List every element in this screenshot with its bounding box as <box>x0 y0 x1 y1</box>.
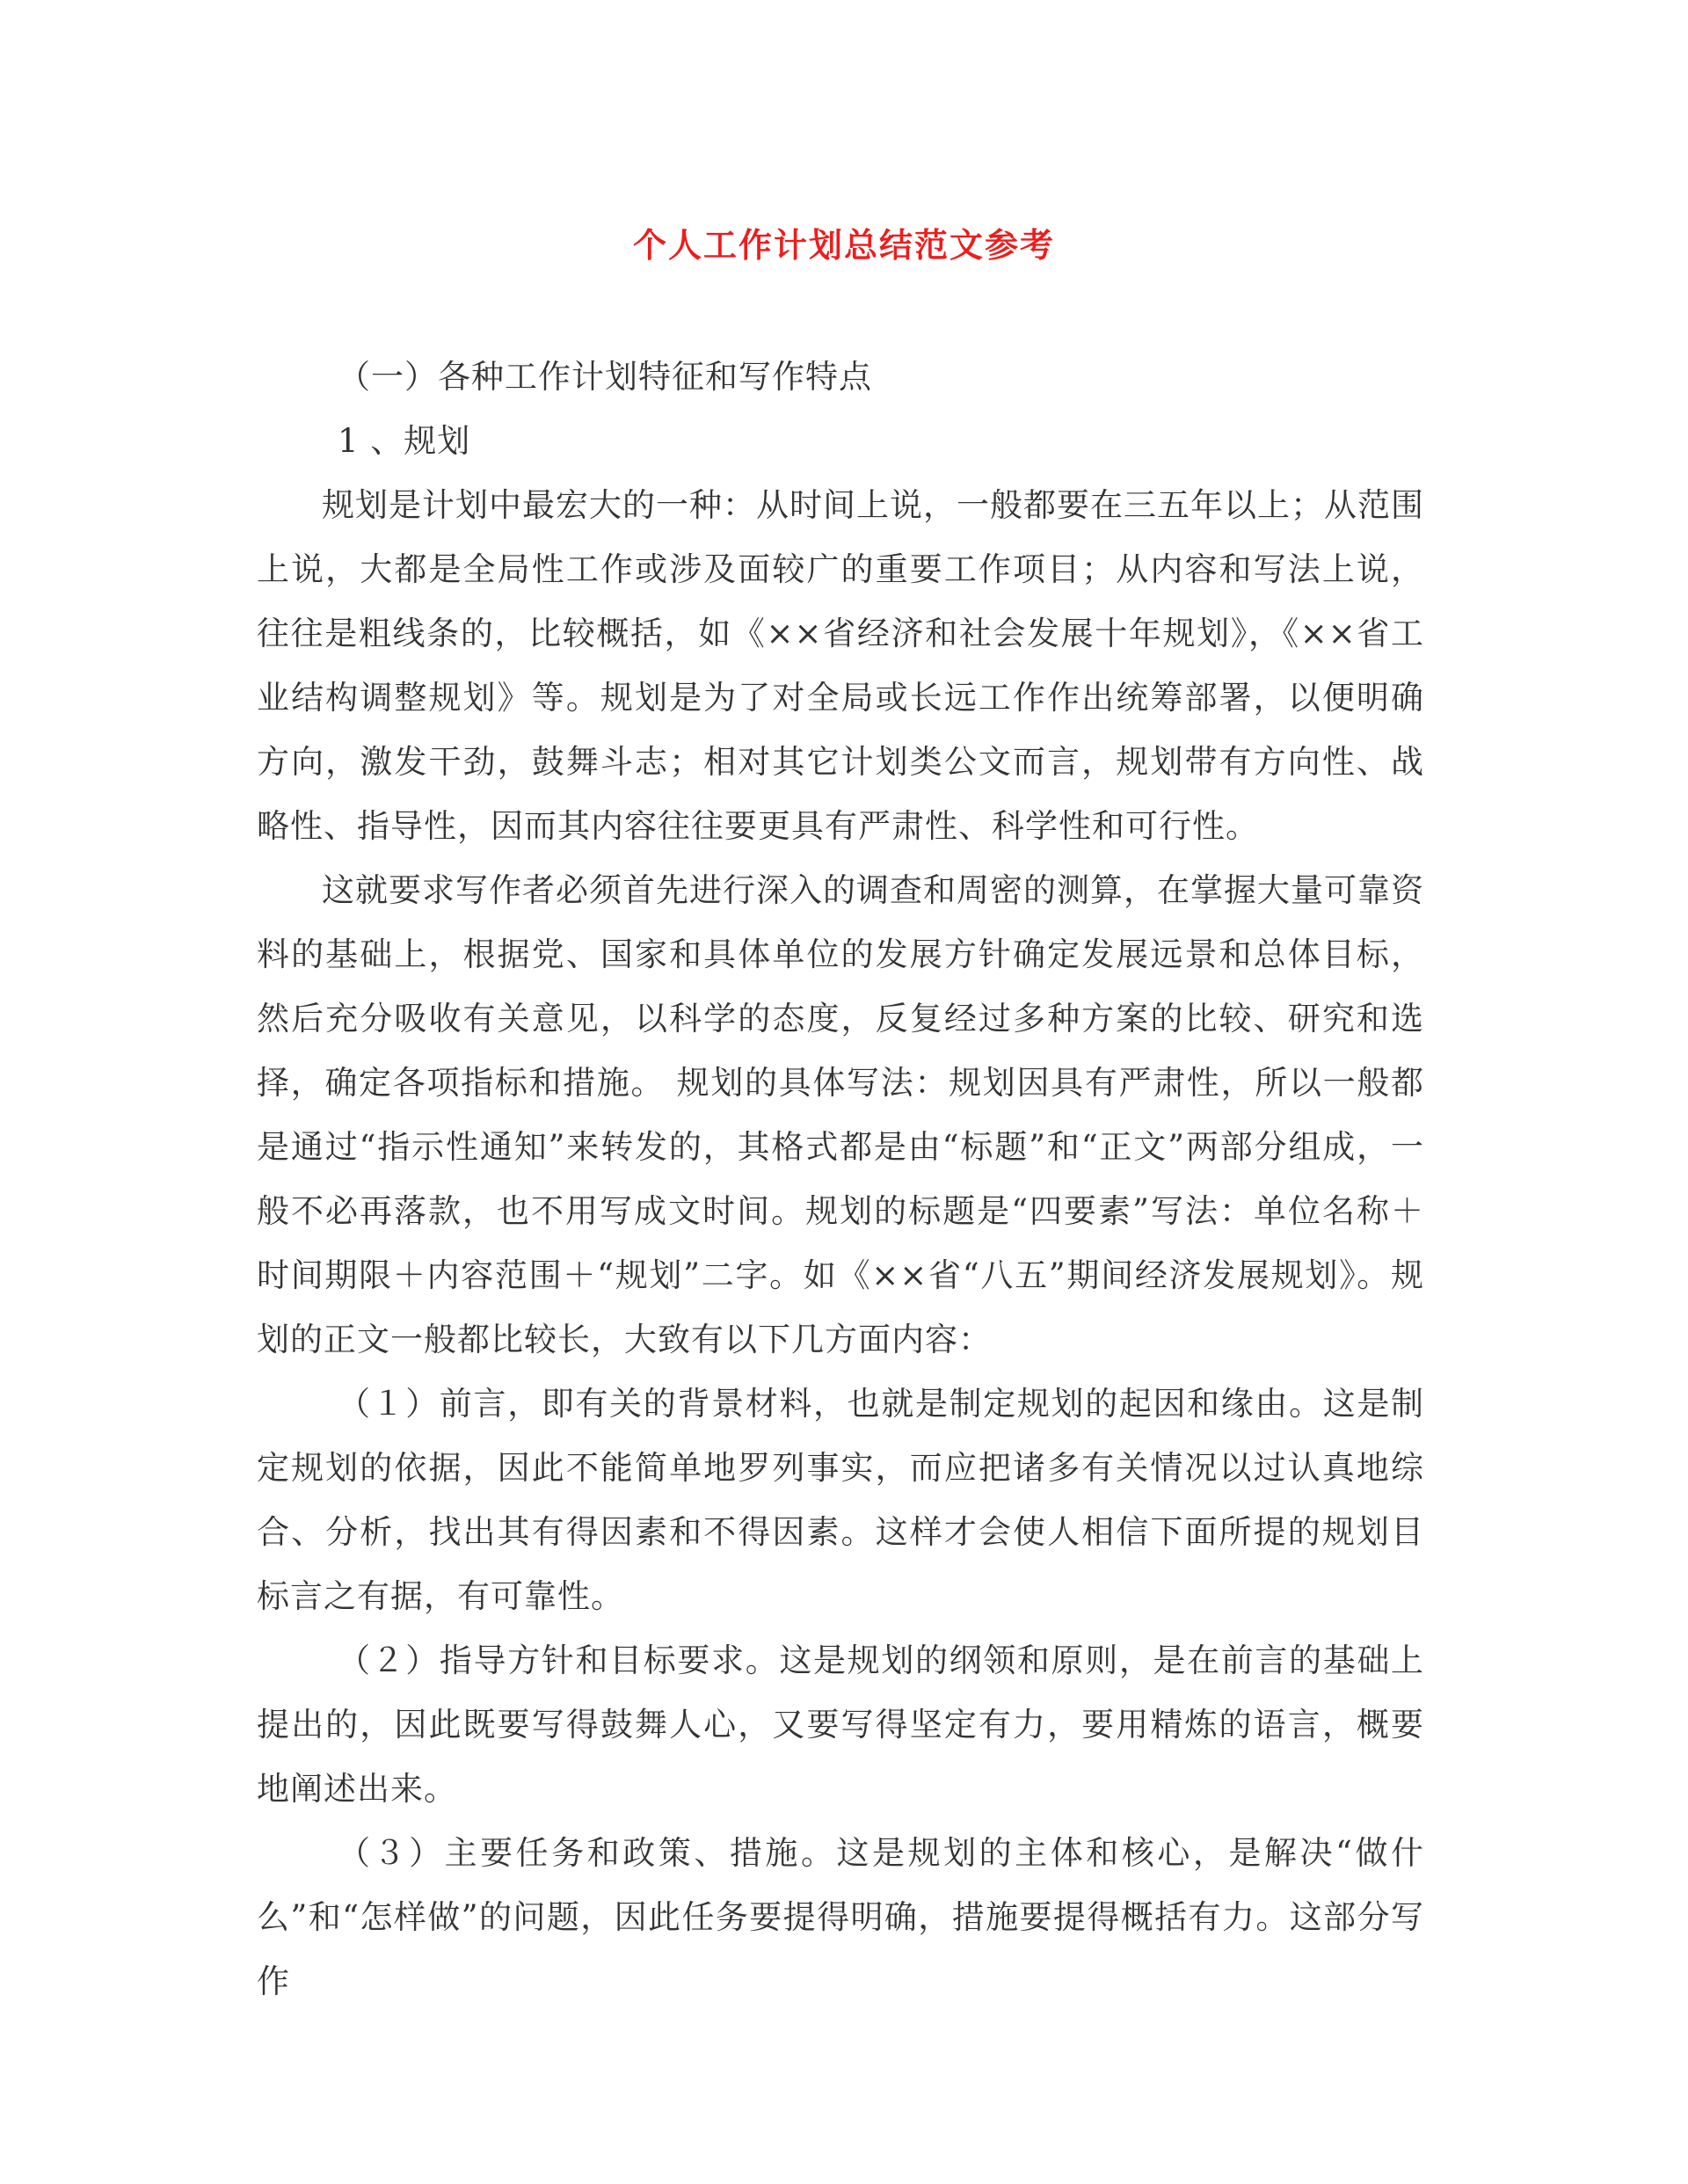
subsection-heading: 1 、规划 <box>338 422 471 460</box>
document-title: 个人工作计划总结范文参考 <box>632 225 1055 265</box>
section-heading: （一）各种工作计划特征和写作特点 <box>338 358 872 396</box>
paragraph: （３）主要任务和政策、措施。这是规划的主体和核心，是解决“做什么”和“怎样做”的问题，因此任务要提得明确，措施要提得概括有力。这部分写作 <box>257 1834 1424 2000</box>
paragraph: 规划是计划中最宏大的一种：从时间上说，一般都要在三五年以上；从范围上说，大都是全局性工作或涉及面较广的重要工作项目；从内容和写法上说，往往是粗线条的，比较概括，如《××省经济和社会发展十年规划》，《××省工业结构调整规划》等。规划是为了对全局或长远工作作出统筹部署，以便明确方向，激发干劲，鼓舞斗志；相对其它计划类公文而言，规划带有方向性、战略性、指导性，因而其内容往往要更具有严肃性、科学性和可行性。 <box>257 486 1424 845</box>
paragraph: 这就要求写作者必须首先进行深入的调查和周密的测算，在掌握大量可靠资料的基础上，根据党、国家和具体单位的发展方针确定发展远景和总体目标，然后充分吸收有关意见，以科学的态度，反复经过多种方案的比较、研究和选择，确定各项指标和措施。 规划的具体写法：规划因具有严肃性，所以一般都是通过“指示性通知”来转发的，其格式都是由“标题”和“正文”两部分组成，一般不必再落款，也不用写成文时间。规划的标题是“四要素”写法：单位名称＋时间期限＋内容范围＋“规划”二字。如《××省“八五”期间经济发展规划》。规划的正文一般都比较长，大致有以下几方面内容： <box>257 871 1424 1358</box>
paragraph: （２）指导方针和目标要求。这是规划的纲领和原则，是在前言的基础上提出的，因此既要写得鼓舞人心，又要写得坚定有力，要用精炼的语言，概要地阐述出来。 <box>257 1642 1424 1808</box>
document-body <box>257 345 1424 2013</box>
paragraph: （１）前言，即有关的背景材料，也就是制定规划的起因和缘由。这是制定规划的依据，因此不能简单地罗列事实，而应把诸多有关情况以过认真地综合、分析，找出其有得因素和不得因素。这样才会使人相信下面所提的规划目标言之有据，有可靠性。 <box>257 1385 1424 1615</box>
